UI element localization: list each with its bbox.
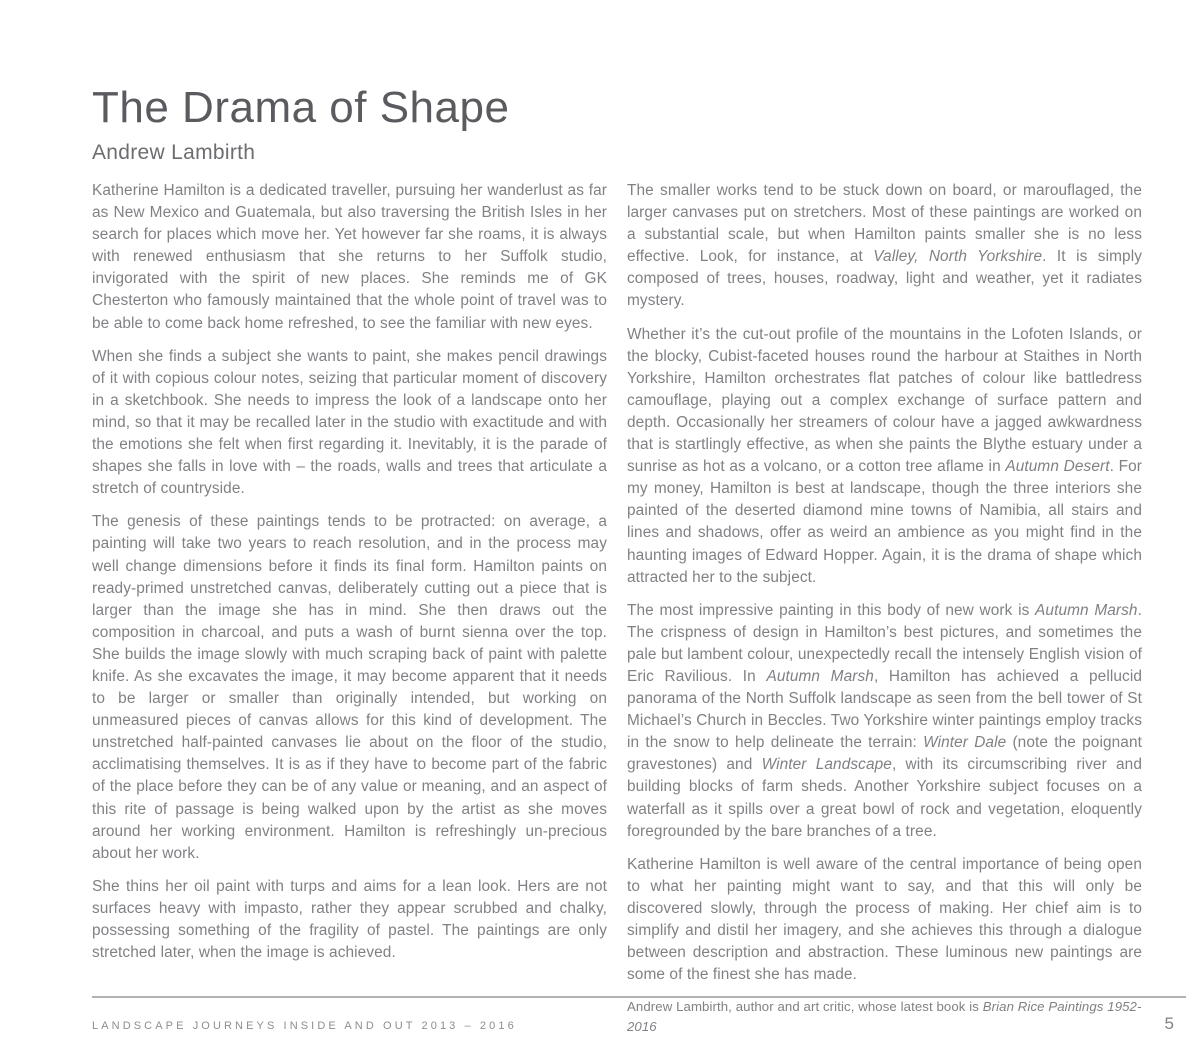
artwork-title: Brian Rice Paintings 1952-2016 xyxy=(627,999,1142,1034)
page-title: The Drama of Shape xyxy=(92,83,510,132)
artwork-title: Winter Landscape xyxy=(761,756,892,774)
text-run: , with its circumscribing river and building blocks of farm sheds. Another Yorkshire subject focuses on a waterfall as it spills over a great bowl of rock and vegetation, eloquently foregrounded by the bare branches of a tree. xyxy=(627,756,1142,840)
text-run: Katherine Hamilton is well aware of the central importance of being open to what her painting might want to say, and that this will only be discovered slowly, through the process of making. Her chief aim is to simplify and distil her imagery, and she achieves this through a dialogue between description and abstraction. These luminous new paintings are some of the finest she has made. xyxy=(627,855,1142,984)
text-run: When she finds a subject she wants to paint, she makes pencil drawings of it with copious colour notes, seizing that particular moment of discovery in a sketchbook. She needs to impress the look of a landscape onto her mind, so that it may be recalled later in the studio with exactitude and with the emotions she felt when first regarding it. Inevitably, it is the parade of shapes she falls in love with – the roads, walls and trees that articulate a stretch of countryside. xyxy=(92,347,607,498)
paragraph xyxy=(627,854,1142,987)
paragraph xyxy=(627,600,1142,843)
article-body xyxy=(92,180,1142,1047)
text-run: She thins her oil paint with turps and aims for a lean look. Hers are not surfaces heavy with impasto, rather they appear scrubbed and chalky, possessing something of the fragility of pastel. The paintings are only stretched later, when the image is achieved. xyxy=(92,877,607,962)
right-column xyxy=(627,180,1142,1047)
paragraph xyxy=(92,346,607,501)
page-footer xyxy=(92,1014,1186,1034)
text-run: The most impressive painting in this body of new work is xyxy=(627,601,1036,619)
left-column xyxy=(92,180,607,1047)
paragraph xyxy=(92,876,607,964)
footer-series-title: LANDSCAPE JOURNEYS INSIDE AND OUT 2013 – 2016 xyxy=(92,1020,517,1032)
artwork-title: Winter Dale xyxy=(923,734,1007,752)
footer-divider xyxy=(92,996,1186,998)
paragraph xyxy=(627,180,1142,313)
artwork-title: Autumn Marsh xyxy=(766,667,874,685)
artwork-title: Autumn Marsh xyxy=(1035,601,1138,619)
text-run: Whether it’s the cut-out profile of the mountains in the Lofoten Islands, or the blocky, Cubist-faceted houses round the harbour at Staithes in North Yorkshire, Hamilton orchestrates flat patches of colour like battledress camouflage, playing out a complex exchange of surface pattern and depth. Occasionally her streamers of colour have a jagged awkwardness that is startlingly effective, as when she paints the Blythe estuary under a sunrise as hot as a volcano, or a cotton tree aflame in xyxy=(627,325,1142,476)
text-run: , Hamilton has achieved a pellucid panorama of the North Suffolk landscape as seen from the bell tower of St Michael’s Church in Beccles. Two Yorkshire winter paintings employ tracks in the snow to help delineate the terrain: xyxy=(627,667,1142,752)
page-number: 5 xyxy=(1164,1014,1174,1033)
text-run: The genesis of these paintings tends to be protracted: on average, a painting will take two years to reach resolution, and in the process may well change dimensions before it finds its final form. Hamilton paints on ready-primed unstretched canvas, deliberately cutting out a piece that is larger than the image she has in mind. She then draws out the composition in charcoal, and puts a wash of burnt sienna over the top. She builds the image slowly with much scraping back of paint with palette knife. As she excavates the image, it may become apparent that it needs to be larger or smaller than originally intended, but working on unmeasured pieces of canvas allows for this kind of development. The unstretched half-painted canvases lie about on the floor of the studio, acclimatising themselves. It is as if they have to become part of the fabric of the place before they can be of any value or meaning, and an aspect of this rite of passage is being walked upon by the artist as she moves around her working environment. Hamilton is refreshingly un-precious about her work. xyxy=(92,513,607,862)
text-run: . The crispness of design in Hamilton’s best pictures, and sometimes the pale but lambent colour, unexpectedly recall the intensely English vision of Eric Ravilious. In xyxy=(627,601,1142,685)
paragraph xyxy=(627,324,1142,589)
author-byline: Andrew Lambirth xyxy=(92,141,256,165)
text-run: Katherine Hamilton is a dedicated traveller, pursuing her wanderlust as far as New Mexico and Guatemala, but also traversing the British Isles in her search for places which move her. Yet however far she roams, it is always with renewed enthusiasm that she returns to her Suffolk studio, invigorated with the spirit of new places. She reminds me of GK Chesterton who famously maintained that the whole point of travel was to be able to come back home refreshed, to see the familiar with new eyes. xyxy=(92,182,607,332)
page-header xyxy=(92,84,509,165)
text-run: . It is simply composed of trees, houses, roadway, light and weather, yet it radiates mystery. xyxy=(627,248,1143,310)
text-run: . For my money, Hamilton is best at landscape, though the three interiors she painted of the deserted diamond mine towns of Namibia, all stairs and lines and shadows, offer as weird an ambience as you might find in the haunting images of Edward Hopper. Again, it is the drama of shape which attracted her to the subject. xyxy=(627,458,1142,586)
text-run: Andrew Lambirth, author and art critic, whose latest book is xyxy=(627,999,983,1015)
text-run: (note the poignant gravestones) and xyxy=(627,734,1142,774)
text-run: The smaller works tend to be stuck down on board, or marouflaged, the larger canvases put on stretchers. Most of these paintings are worked on a substantial scale, but when Hamilton paints smaller she is no less effective. Look, for instance, at xyxy=(627,182,1142,266)
artwork-title: Valley, North Yorkshire xyxy=(873,248,1043,266)
artwork-title: Autumn Desert xyxy=(1005,458,1110,476)
paragraph xyxy=(92,511,607,865)
paragraph xyxy=(92,180,607,335)
